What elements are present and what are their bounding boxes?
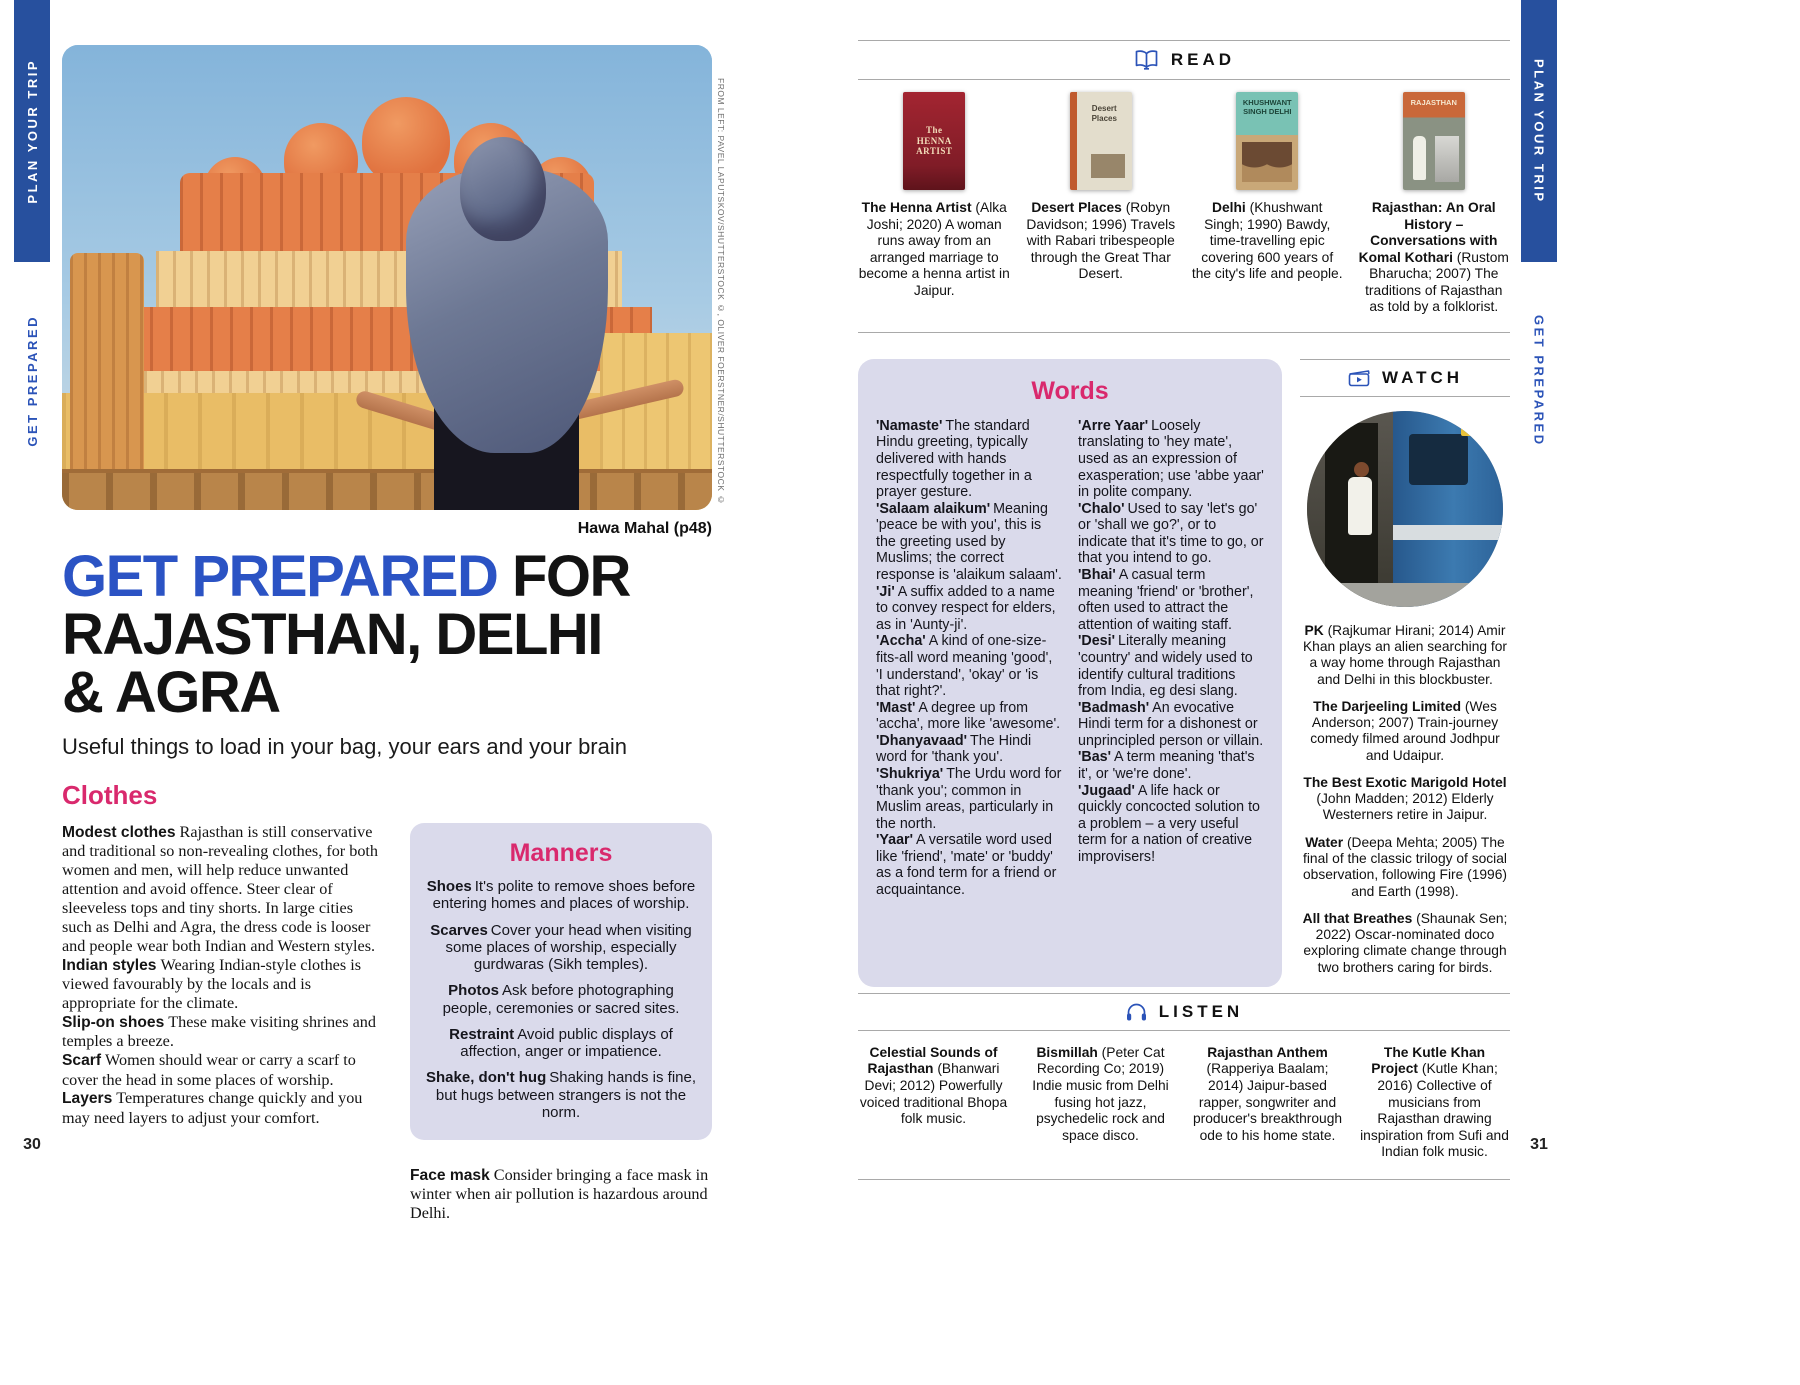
book-cover: RAJASTHAN <box>1403 92 1465 190</box>
page-subtitle: Useful things to load in your bag, your ears and your brain <box>62 734 627 759</box>
book-caption: Rajasthan: An Oral History – Conversations with Komal Kothari (Rustom Bharucha; 2007) The traditions of Rajasthan as told by a folklorist. <box>1358 200 1509 315</box>
woman-headscarf <box>460 137 546 241</box>
listen-section <box>858 993 1510 1180</box>
palace-dome <box>362 97 450 185</box>
left-page <box>62 45 712 1223</box>
section-tab-label: PLAN YOUR TRIP <box>1531 58 1547 204</box>
read-section <box>858 40 1510 333</box>
chapter-tab-right <box>1521 276 1557 486</box>
train-window <box>1409 434 1468 485</box>
photo-credit: FROM LEFT: PAVEL LAPUTSKOV/SHUTTERSTOCK ©, OLIVER FOERSTNER/SHUTTERSTOCK © <box>716 78 726 505</box>
page-title <box>62 544 712 725</box>
photo-caption: Hawa Mahal (p48) <box>577 520 712 537</box>
film-entry: All that Breathes (Shaunak Sen; 2022) Oscar-nominated doco exploring climate change through two brothers caring for birds. <box>1302 910 1508 975</box>
clapperboard-icon <box>1347 368 1371 388</box>
book-caption: Desert Places (Robyn Davidson; 1996) Travels with Rabari tribespeople through the Great Thar Desert. <box>1026 200 1176 282</box>
divider <box>858 79 1510 80</box>
watch-heading: WATCH <box>1381 367 1464 387</box>
word-entry: 'Chalo' Used to say 'let's go' or 'shall we go?', or to indicate that it's time to go, or that you intend to go. <box>1078 500 1264 567</box>
word-entry: 'Namaste' The standard Hindu greeting, typically delivered with hands respectfully together in a prayer gesture. <box>876 417 1032 501</box>
words-heading: Words <box>1031 376 1109 405</box>
word-entry: 'Yaar' A versatile word used like 'friend', 'mate' or 'buddy' as a fond term for a friend or acquaintance. <box>876 832 1057 899</box>
word-entry: 'Mast' A degree up from 'accha', more like 'awesome'. <box>876 699 1061 733</box>
left-edge-tabs <box>14 0 50 1385</box>
book-cover: KHUSHWANT SINGH DELHI <box>1236 92 1298 190</box>
film-entry: PK (Rajkumar Hirani; 2014) Amir Khan plays an alien searching for a way home through Rajasthan and Delhi in this blockbuster. <box>1302 622 1508 687</box>
title-rest: FOR <box>497 544 630 609</box>
clothes-item: Layers Temperatures change quickly and you may need layers to adjust your comfort. <box>62 1089 363 1127</box>
manners-item: Scarves Cover your head when visiting some places of worship, especially gurdwaras (Sikh temples). <box>430 921 692 973</box>
album-entry: The Kutle Khan Project (Kutle Khan; 2016) Collective of musicians from Rajasthan drawing inspiration from Sufi and Indian folk music. <box>1360 1044 1509 1160</box>
title-line2: RAJASTHAN, DELHI <box>62 602 602 667</box>
word-entry: 'Salaam alaikum' Meaning 'peace be with you', this is the greeting used by Muslims; the correct response is 'alaikum salaam'. <box>876 500 1062 584</box>
clothes-item: Slip-on shoes These make visiting shrines and temples a breeze. <box>62 1013 376 1051</box>
section-tab-label: PLAN YOUR TRIP <box>24 58 40 204</box>
watch-section <box>1300 359 1510 987</box>
right-page <box>858 40 1510 1180</box>
man-head <box>1354 462 1369 477</box>
words-box <box>858 359 1282 987</box>
page-number-right: 31 <box>1530 1136 1548 1153</box>
watch-photo <box>1307 411 1503 607</box>
manners-item: Shake, don't hug Shaking hands is fine, but hugs between strangers is not the norm. <box>426 1069 696 1121</box>
read-heading: READ <box>1170 50 1236 69</box>
album-entry: Celestial Sounds of Rajasthan (Bhanwari Devi; 2012) Powerfully voiced traditional Bhopa folk music. <box>859 1044 1008 1127</box>
film-entry: The Darjeeling Limited (Wes Anderson; 2007) Train-journey comedy filmed around Jodhpur and Udaipur. <box>1310 698 1500 763</box>
word-entry: 'Bas' A term meaning 'that's it', or 'we're done'. <box>1078 749 1255 782</box>
book-cover: The HENNA ARTIST <box>903 92 965 190</box>
clothes-column <box>62 823 384 1223</box>
divider <box>1300 396 1510 397</box>
book-icon <box>1133 49 1160 71</box>
facemask-note: Face mask Consider bringing a face mask in winter when air pollution is hazardous around Delhi. <box>410 1166 709 1223</box>
listen-heading: LISTEN <box>1158 1001 1244 1021</box>
film-entry: Water (Deepa Mehta; 2005) The final of the classic trilogy of social observation, following Fire (1996) and Earth (1998). <box>1303 834 1507 899</box>
clothes-item: Scarf Women should wear or carry a scarf to cover the head in some places of worship. <box>62 1051 356 1089</box>
word-entry: 'Accha' A kind of one-size-fits-all word meaning 'good', 'I understand', 'okay' or 'is that right?'. <box>876 633 1053 700</box>
clothes-heading: Clothes <box>62 780 158 810</box>
word-entry: 'Jugaad' A life hack or quickly concocted solution to a problem – a very useful term for a nation of creative improvisers! <box>1078 782 1260 865</box>
manners-item: Restraint Avoid public displays of affection, anger or impatience. <box>449 1025 673 1060</box>
title-line3: & AGRA <box>62 660 280 725</box>
divider <box>858 1030 1510 1031</box>
book-entry <box>1358 92 1511 316</box>
terrace-parapet <box>62 469 712 510</box>
word-entry: 'Badmash' An evocative Hindi term for a dishonest or unprincipled person or villain. <box>1078 699 1264 749</box>
word-entry: 'Shukriya' The Urdu word for 'thank you'; common in Muslim areas, particularly in the north. <box>876 765 1062 832</box>
manners-box <box>410 823 712 1140</box>
word-entry: 'Bhai' A casual term meaning 'friend' or 'brother', often used to attract the attention of waiting staff. <box>1078 567 1254 633</box>
clothes-item: Modest clothes Rajasthan is still conservative and traditional so non-revealing clothes, for both women and men, will help reduce unwanted attention and avoid offence. Steer clear of sleeveless tops and tiny shorts. In large cities such as Delhi and Agra, the dress code is looser and people wear both Indian and Western styles. <box>62 823 379 955</box>
book-entry <box>1191 92 1344 316</box>
station-sign <box>1461 421 1495 436</box>
word-entry: 'Ji' A suffix added to a name to convey respect for elders, as in 'Aunty-ji'. <box>876 583 1056 633</box>
chapter-tab-left <box>14 276 50 486</box>
chapter-tab-label: GET PREPARED <box>1531 315 1547 447</box>
album-entry: Rajasthan Anthem (Rapperiya Baalam; 2014) Jaipur-based rapper, songwriter and producer's breakthrough ode to his home state. <box>1192 1044 1343 1143</box>
word-entry: 'Desi' Literally meaning 'country' and widely used to identify cultural traditions from India, eg desi slang. <box>1078 633 1253 700</box>
page-number-left: 30 <box>23 1136 41 1153</box>
word-entry: 'Dhanyavaad' The Hindi word for 'thank you'. <box>876 732 1032 766</box>
manners-heading: Manners <box>509 839 613 867</box>
platform <box>1307 583 1503 607</box>
words-column-1 <box>876 418 1062 899</box>
book-caption: The Henna Artist (Alka Joshi; 2020) A woman runs away from an arranged marriage to become a henna artist in Jaipur. <box>858 200 1010 298</box>
manners-item: Photos Ask before photographing people, ceremonies or sacred sites. <box>442 982 680 1017</box>
section-tab-right <box>1521 0 1557 262</box>
book-caption: Delhi (Khushwant Singh; 1990) Bawdy, time-travelling epic covering 600 years of the city's life and people. <box>1191 200 1343 282</box>
right-edge-tabs <box>1521 0 1557 1385</box>
book-entry <box>1025 92 1178 316</box>
section-tab-left <box>14 0 50 262</box>
film-entry: The Best Exotic Marigold Hotel (John Madden; 2012) Elderly Westerners retire in Jaipur. <box>1303 774 1507 823</box>
album-entry: Bismillah (Peter Cat Recording Co; 2019) Indie music from Delhi fusing hot jazz, psychedelic rock and space disco. <box>1032 1044 1169 1143</box>
book-entry <box>858 92 1011 316</box>
man-in-doorway <box>1348 477 1372 535</box>
divider <box>858 332 1510 333</box>
book-cover: Desert Places <box>1070 92 1132 190</box>
train-stripe <box>1393 525 1503 541</box>
manners-item: Shoes It's polite to remove shoes before entering homes and places of worship. <box>426 878 696 913</box>
word-entry: 'Arre Yaar' Loosely translating to 'hey mate', used as an expression of exasperation; use 'abbe yaar' in polite company. <box>1078 417 1264 501</box>
headphones-icon <box>1125 1002 1148 1022</box>
chapter-tab-label: GET PREPARED <box>24 315 40 447</box>
words-column-2 <box>1078 418 1264 899</box>
clothes-item: Indian styles Wearing Indian-style clothes is viewed favourably by the locals and is appropriate for the climate. <box>62 955 362 1013</box>
divider <box>858 1179 1510 1180</box>
hero-photo <box>62 45 712 510</box>
title-accent: GET PREPARED <box>62 544 498 609</box>
